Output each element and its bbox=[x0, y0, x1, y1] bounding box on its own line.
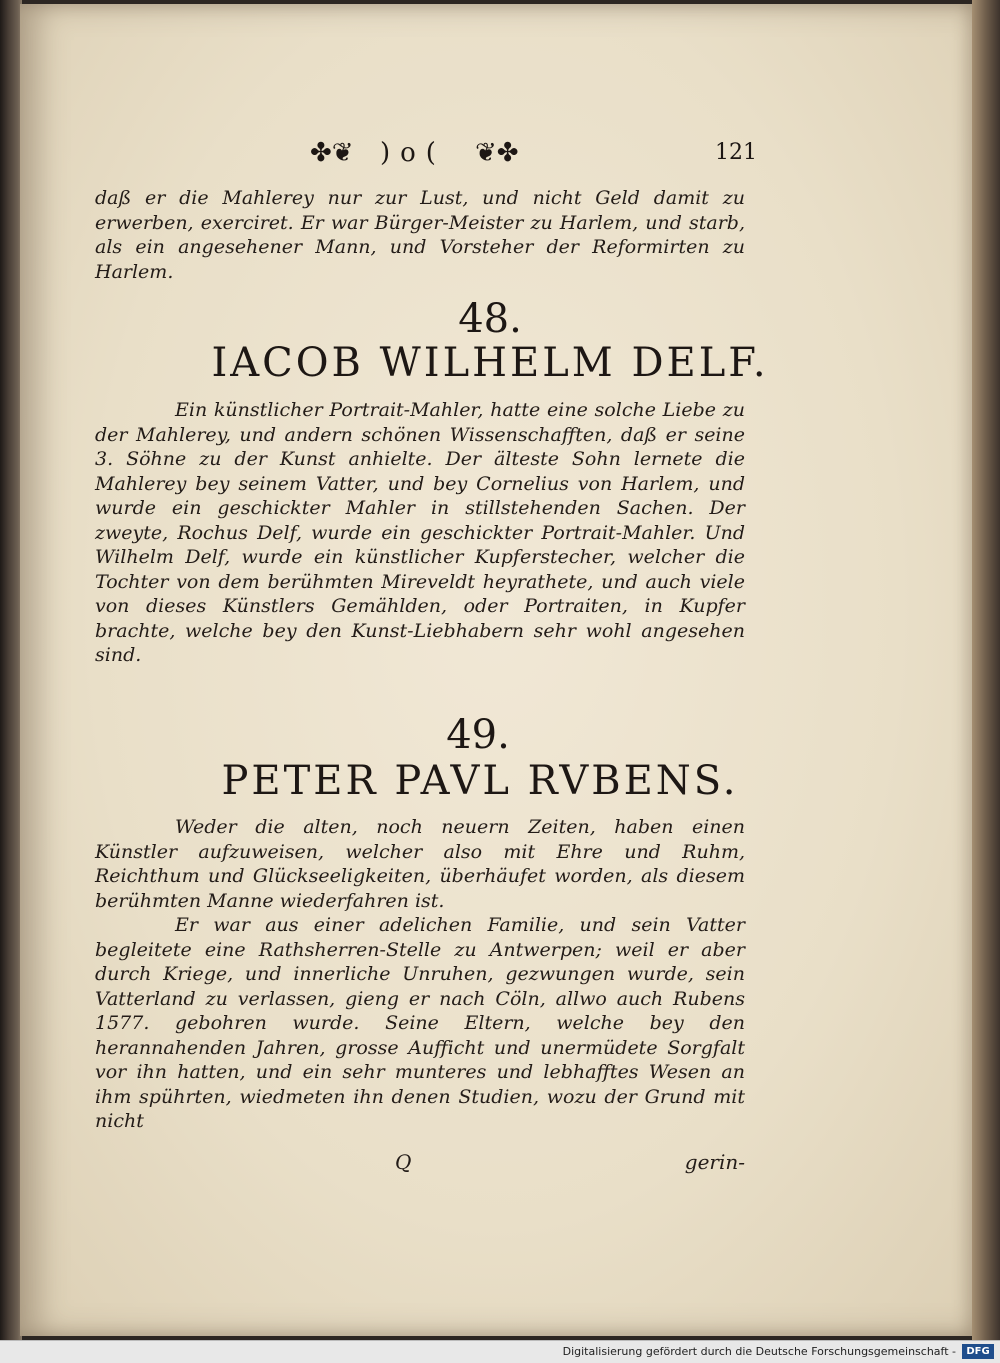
continuation-paragraph bbox=[95, 186, 745, 284]
book-spine-edge bbox=[0, 0, 22, 1340]
entry-body-rubens bbox=[95, 815, 745, 1134]
entry-number-48: 48. bbox=[458, 296, 522, 342]
page-footer bbox=[95, 1150, 745, 1176]
page-fore-edge bbox=[972, 0, 1000, 1340]
signature-mark: Q bbox=[395, 1150, 412, 1174]
entry-heading-delf: IACOB WILHELM DELF. bbox=[211, 340, 769, 386]
dfg-logo-icon: DFG bbox=[962, 1344, 994, 1359]
continuation-text: daß er die Mahlerey nur zur Lust, und nicht Geld damit zu erwerben, exerciret. Er war Bürger-Meister zu Harlem, und starb, als ein angesehener Mann, und Vorsteher der Reformirten zu Harlem. bbox=[95, 187, 745, 283]
ornament-right-icon: ❦✤ bbox=[475, 138, 519, 168]
credit-text: Digitalisierung gefördert durch die Deutsche Forschungsgemeinschaft - bbox=[562, 1345, 956, 1358]
page-number: 121 bbox=[715, 140, 757, 165]
entry-number-49: 49. bbox=[446, 712, 510, 758]
header-brackets: )o( bbox=[380, 138, 446, 168]
paragraph: Ein künstlicher Portrait-Mahler, hatte eine solche Liebe zu der Mahlerey, und andern schönen Wissenschafften, daß er seine 3. Söhne zu der Kunst anhielte. Der älteste Sohn lernete die Mahlerey bey seinem Vatter, und bey Cornelius von Harlem, und wurde ein geschickter Mahler in stillstehenden Sachen. Der zweyte, Rochus Delf, wurde ein geschickter Portrait-Mahler. Und Wilhelm Delf, wurde ein künstlicher Kupferstecher, welcher die Tochter von dem berühmten Mireveldt heyrathete, und auch viele von dieses Künstlers Gemählden, oder Portraiten, in Kupfer brachte, welche bey den Kunst-Liebhabern sehr wohl angesehen sind. bbox=[95, 399, 745, 666]
paragraph: Er war aus einer adelichen Familie, und sein Vatter begleitete eine Rathsherren-Stelle zu Antwerpen; weil er aber durch Kriege, und innerliche Unruhen, gezwungen wurde, sein Vatterland zu verlassen, gieng er nach Cöln, allwo auch Rubens 1577. gebohren wurde. Seine Eltern, welche bey den herannahenden Jahren, grosse Aufficht und unermüdete Sorgfalt vor ihn hatten, und ein sehr munteres und lebhafftes Wesen an ihm spührten, wiedmeten ihn denen Studien, wozu der Grund mit nicht bbox=[95, 914, 745, 1132]
paragraph: Weder die alten, noch neuern Zeiten, haben einen Künstler aufzuweisen, welcher also mit Ehre und Ruhm, Reichthum und Glückseeligkeiten, überhäufet worden, als diesem berühmten Manne wiederfahren ist. bbox=[95, 816, 745, 912]
catchword: gerin- bbox=[684, 1150, 745, 1174]
entry-heading-rubens: PETER PAVL RVBENS. bbox=[221, 758, 739, 804]
entry-body-delf bbox=[95, 398, 745, 668]
credit-bar bbox=[0, 1340, 1000, 1363]
ornament-left-icon: ✤❦ bbox=[310, 138, 354, 168]
running-header bbox=[310, 138, 760, 174]
